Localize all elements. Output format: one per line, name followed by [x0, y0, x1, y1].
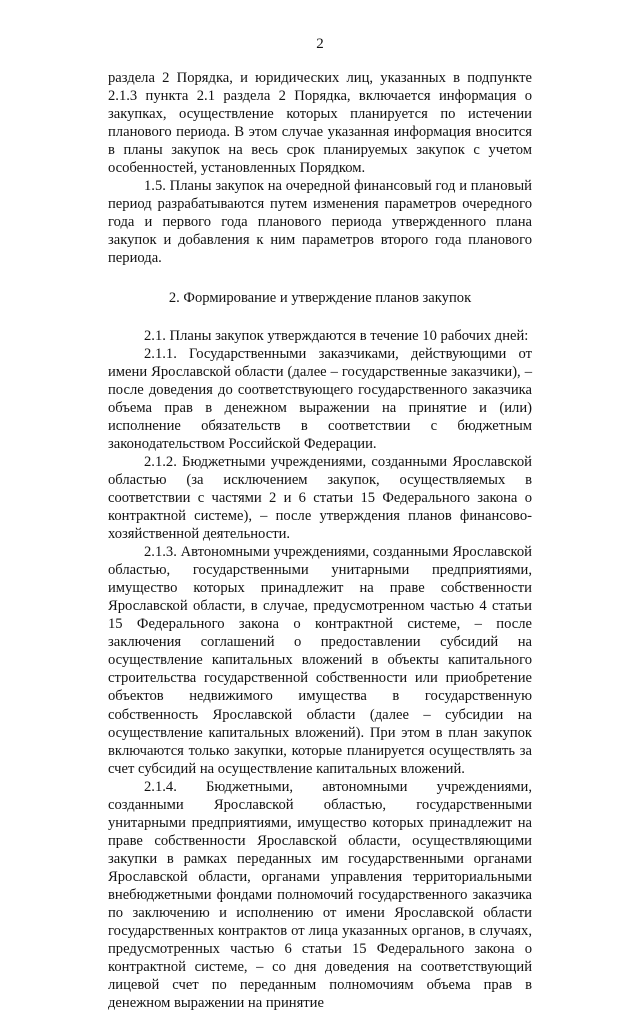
paragraph-2-1: 2.1. Планы закупок утверждаются в течение 10 рабочих дней:	[144, 327, 529, 344]
paragraph-continuation: раздела 2 Порядка, и юридических лиц, указанных в подпункте 2.1.3 пункта 2.1 раздела 2 Порядка, включается информация о закупках, осуществление которых планируется по истечении планового периода. В этом случае указанная информация вносится в планы закупок на весь срок планируемых закупок с учетом особенностей, установленных Порядком.	[108, 70, 532, 177]
paragraph-2-1-4: 2.1.4. Бюджетными, автономными учреждениями, созданными Ярославской областью, государственными унитарными предприятиями, имущество которых принадлежит на праве собственности Ярославской области, осуществляющими закупки в рамках переданных им государственными органами Ярославской области, органами управления территориальными внебюджетными фондами полномочий государственного заказчика по заключению и исполнению от имени Ярославской области государственных контрактов от лица указанных органов, в случаях, предусмотренных частью 6 статьи 15 Федерального закона о контрактной системе, – со дня доведения на соответствующий лицевой счет по переданным полномочиям объема прав в денежном выражении на принятие	[108, 778, 532, 1012]
paragraph-1-5: 1.5. Планы закупок на очередной финансовый год и плановый период разрабатываются путем изменения параметров очередного года и первого года планового периода утвержденного плана закупок и добавления к ним параметров второго года планового периода.	[108, 178, 532, 267]
paragraph-2-1-2: 2.1.2. Бюджетными учреждениями, созданными Ярославской областью (за исключением закупок, осуществляемых в соответствии с частями 2 и 6 статьи 15 Федерального закона о контрактной системе), – после утверждения планов финансово-хозяйственной деятельности.	[108, 453, 532, 543]
paragraph-2-1-1: 2.1.1. Государственными заказчиками, действующими от имени Ярославской области (далее – государственные заказчики), – после доведения до соответствующего государственного заказчика объема прав в денежном выражении на принятие и (или) исполнение обязательств в соответствии с бюджетным законодательством Российской Федерации.	[108, 345, 532, 452]
paragraph-2-1-3: 2.1.3. Автономными учреждениями, созданными Ярославской областью, государственными унитарными предприятиями, имущество которых принадлежит на праве собственности Ярославской области, в случае, предусмотренном частью 4 статьи 15 Федерального закона о контрактной системе, – после заключения соглашений о предоставлении субсидий на осуществление капитальных вложений в объекты капитального строительства государственной собственности или приобретение объектов недвижимого имущества в государственную собственность Ярославской области (далее – субсидии на осуществление капитальных вложений). При этом в план закупок включаются только закупки, которые планируется осуществлять за счет субсидий на осуществление капитальных вложений.	[108, 544, 532, 777]
page-number: 2	[316, 36, 324, 52]
section-heading: 2. Формирование и утверждение планов закупок	[168, 289, 472, 306]
document-body	[108, 69, 532, 1012]
